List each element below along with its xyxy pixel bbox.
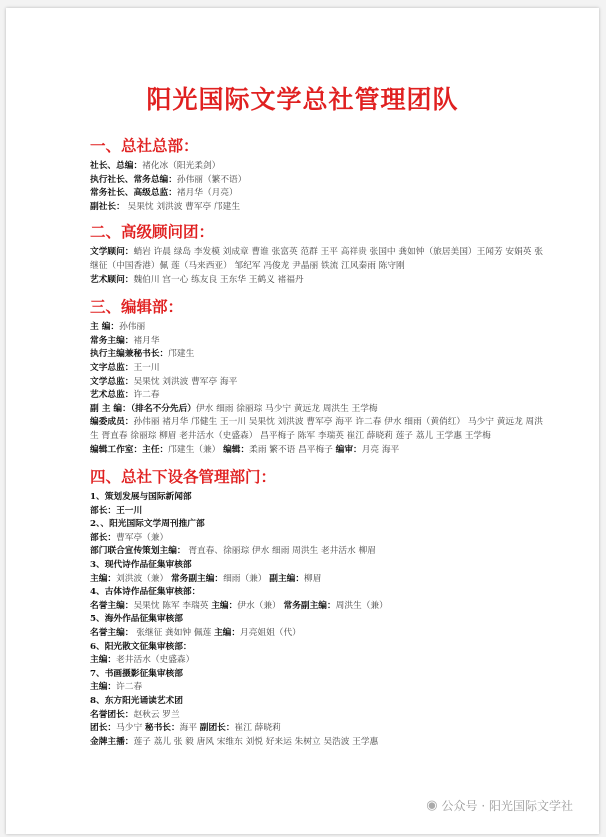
line-label: 副团长： — [199, 723, 235, 734]
section-heading: 二、高级顾问团： — [90, 223, 215, 242]
line-label: 主编： — [213, 628, 241, 639]
line-label: 文学顾问： — [90, 247, 134, 258]
info-line — [90, 559, 545, 573]
line-value: 许二春 — [116, 682, 143, 693]
line-value: 伊水（兼） — [237, 600, 284, 611]
line-value: 月亮 海平 — [361, 444, 400, 455]
document-page — [6, 8, 599, 834]
info-line — [90, 362, 545, 376]
line-label: 团长： — [90, 723, 117, 734]
line-value: 周洪生（兼） — [335, 600, 388, 611]
info-line — [90, 491, 545, 505]
line-label: 副主编： — [269, 573, 305, 584]
line-value: 曹军亭（兼） — [116, 532, 169, 543]
line-label: 主 编： — [90, 322, 120, 333]
line-label: 执行社长、常务总编： — [90, 174, 177, 185]
line-value: 老井活水（史盛森） — [116, 655, 195, 666]
line-value: 吴果忱 刘洪波 曹军亭 海平 — [133, 376, 238, 387]
line-value: 月亮姐姐（代） — [240, 628, 301, 639]
info-line — [90, 376, 545, 390]
info-line — [90, 505, 545, 519]
line-label: 主编： — [211, 600, 238, 611]
line-label: 部门联合宣传策划主编： — [90, 546, 186, 557]
line-value: 蛸岩 许晨 绿岛 李发模 刘成章 曹谁 张富英 范群 王平 高祥贵 张国中 龚如钟（旅居美国）王闻芳 安娟英 张继征（中国香港）佩 莲（马来西亚） 邹纪军 冯俊龙 尹晶丽 铁流 江风秦雨 陈守刚 — [90, 247, 543, 271]
section-heading: 三、编辑部： — [90, 298, 184, 317]
info-line — [90, 274, 545, 288]
info-line — [90, 335, 545, 349]
page-title: 阳光国际文学总社管理团队 — [146, 85, 459, 114]
line-label: 编审： — [335, 444, 362, 455]
info-line — [90, 416, 545, 443]
line-label: 8、东方阳光诵读艺术团 — [90, 696, 183, 706]
info-line — [90, 532, 545, 546]
line-value: 崔江 薛晓莉 — [234, 723, 281, 734]
line-value: 褚月华 — [133, 335, 160, 346]
line-value: 柳眉 — [304, 573, 322, 584]
line-value: 孙伟丽（繁不语） — [176, 174, 247, 185]
line-label: 艺术总监： — [90, 390, 134, 401]
line-label: 4、古体诗作品征集审核部： — [90, 587, 201, 598]
line-label: 1、策划发展与国际新闻部 — [90, 492, 192, 503]
line-label: 文字总监： — [90, 362, 134, 373]
line-label: 2、、阳光国际文学周刊推广部 — [90, 519, 205, 530]
info-line — [90, 613, 545, 627]
watermark — [426, 797, 573, 814]
line-value: 褚化冰（阳光柔剑） — [142, 161, 221, 171]
line-label: 常务副主编： — [170, 573, 224, 584]
line-label: 金牌主播： — [90, 736, 134, 747]
info-line — [90, 246, 545, 273]
line-value: 许二春 — [133, 390, 160, 401]
section-heading: 四、总社下设各管理部门： — [90, 468, 277, 487]
line-value: 张继征 龚如钟 佩莲 — [133, 628, 214, 639]
line-label: 常务副主编： — [283, 600, 336, 611]
line-label: 社长、总编： — [90, 161, 143, 171]
line-label: 名誉团长： — [90, 709, 134, 720]
line-value: 刘洪波（兼） — [116, 573, 171, 584]
line-label: 编辑工作室：主任： — [90, 444, 169, 455]
info-line — [90, 627, 545, 641]
line-label: 7、书画摄影征集审核部 — [90, 668, 183, 679]
line-label: 主编： — [90, 573, 117, 584]
info-line — [90, 668, 545, 682]
info-line — [90, 518, 545, 532]
info-line — [90, 600, 545, 614]
line-value: 细雨（兼） — [223, 573, 270, 584]
section — [90, 467, 545, 749]
info-line — [90, 389, 545, 403]
line-value: 褚月华（月亮） — [176, 188, 238, 199]
line-label: 6、阳光散文征集审核部： — [90, 641, 192, 652]
line-value: 胥直春、徐丽琮 伊水 细雨 周洪生 老井活水 柳眉 — [185, 546, 376, 557]
info-line — [90, 321, 545, 335]
line-label: 副社长： — [90, 201, 125, 212]
info-line — [90, 201, 545, 215]
info-line — [90, 160, 545, 174]
line-label: 文学总监： — [90, 376, 134, 387]
info-line — [90, 722, 545, 736]
line-label: 部长：王一川 — [90, 505, 143, 516]
info-line — [90, 187, 545, 201]
line-label: 3、现代诗作品征集审核部 — [90, 560, 192, 571]
line-value: 吴果忱 陈军 李瑞英 — [133, 600, 212, 611]
line-value: 柔雨 繁不语 昌平梅子 — [249, 444, 336, 455]
info-line — [90, 403, 545, 417]
line-label: 执行主编兼秘书长： — [90, 349, 169, 360]
line-label: 部长： — [90, 532, 117, 543]
line-label: 主编： — [90, 682, 117, 693]
line-value: 莲子 荔儿 张 毅 唐风 宋维东 刘悦 好来运 朱树立 吴浩波 王学惠 — [133, 736, 379, 747]
info-line — [90, 586, 545, 600]
line-label: 编辑： — [223, 444, 250, 455]
line-label: 艺术顾问： — [90, 274, 134, 285]
line-label: 编委成员： — [90, 417, 134, 428]
line-label: 名誉主编： — [90, 628, 134, 639]
line-value: 王一川 — [133, 362, 160, 373]
info-line — [90, 444, 545, 458]
info-line — [90, 348, 545, 362]
info-line — [90, 573, 545, 587]
line-label: 秘书长： — [144, 723, 180, 734]
section — [90, 297, 545, 457]
line-label: 副 主 编：（排名不分先后） — [90, 403, 196, 414]
line-value: 伊水 细雨 徐丽琮 马少宁 黄远龙 周洪生 王学梅 — [195, 403, 378, 414]
info-line — [90, 695, 545, 709]
info-line — [90, 174, 545, 188]
line-label: 常务主编： — [90, 335, 134, 346]
line-label: 名誉主编： — [90, 600, 134, 611]
info-line — [90, 736, 545, 750]
document-content — [90, 136, 545, 749]
info-line — [90, 681, 545, 695]
line-value: 魏伯川 宫一心 练友良 王东华 王鹤义 褚福丹 — [133, 274, 304, 285]
watermark-text: 公众号 · 阳光国际文学社 — [441, 799, 573, 813]
wechat-icon: ◉ — [426, 798, 438, 813]
section — [90, 136, 545, 214]
section — [90, 222, 545, 287]
info-line — [90, 545, 545, 559]
line-value: 赵秋云 罗兰 — [133, 709, 180, 720]
line-value: 海平 — [179, 723, 200, 734]
line-label: 5、海外作品征集审核部 — [90, 614, 183, 625]
line-value: 孙伟丽 — [119, 322, 146, 333]
info-line — [90, 654, 545, 668]
info-line — [90, 641, 545, 655]
section-heading: 一、总社总部： — [90, 137, 199, 155]
line-label: 常务社长、高级总监： — [90, 188, 177, 199]
line-label: 主编： — [90, 655, 117, 666]
line-value: 邝建生（兼） — [168, 444, 224, 455]
line-value: 孙伟丽 褚月华 邝健生 王一川 吴果忱 刘洪波 曹军亭 海平 许二春 伊水 细雨（黄俏红） 马少宁 黄远龙 周洪生 胥直春 徐丽琮 柳眉 老井活水（史盛森） 昌平梅子 陈军 李瑞英 崔江 薛晓莉 莲子 荔儿 王学惠 王学梅 — [90, 417, 543, 441]
line-value: 吴果忱 刘洪波 曹军亭 邝建生 — [124, 201, 241, 212]
line-value: 邝建生 — [168, 349, 195, 360]
info-line — [90, 709, 545, 723]
line-value: 马少宁 — [116, 723, 145, 734]
